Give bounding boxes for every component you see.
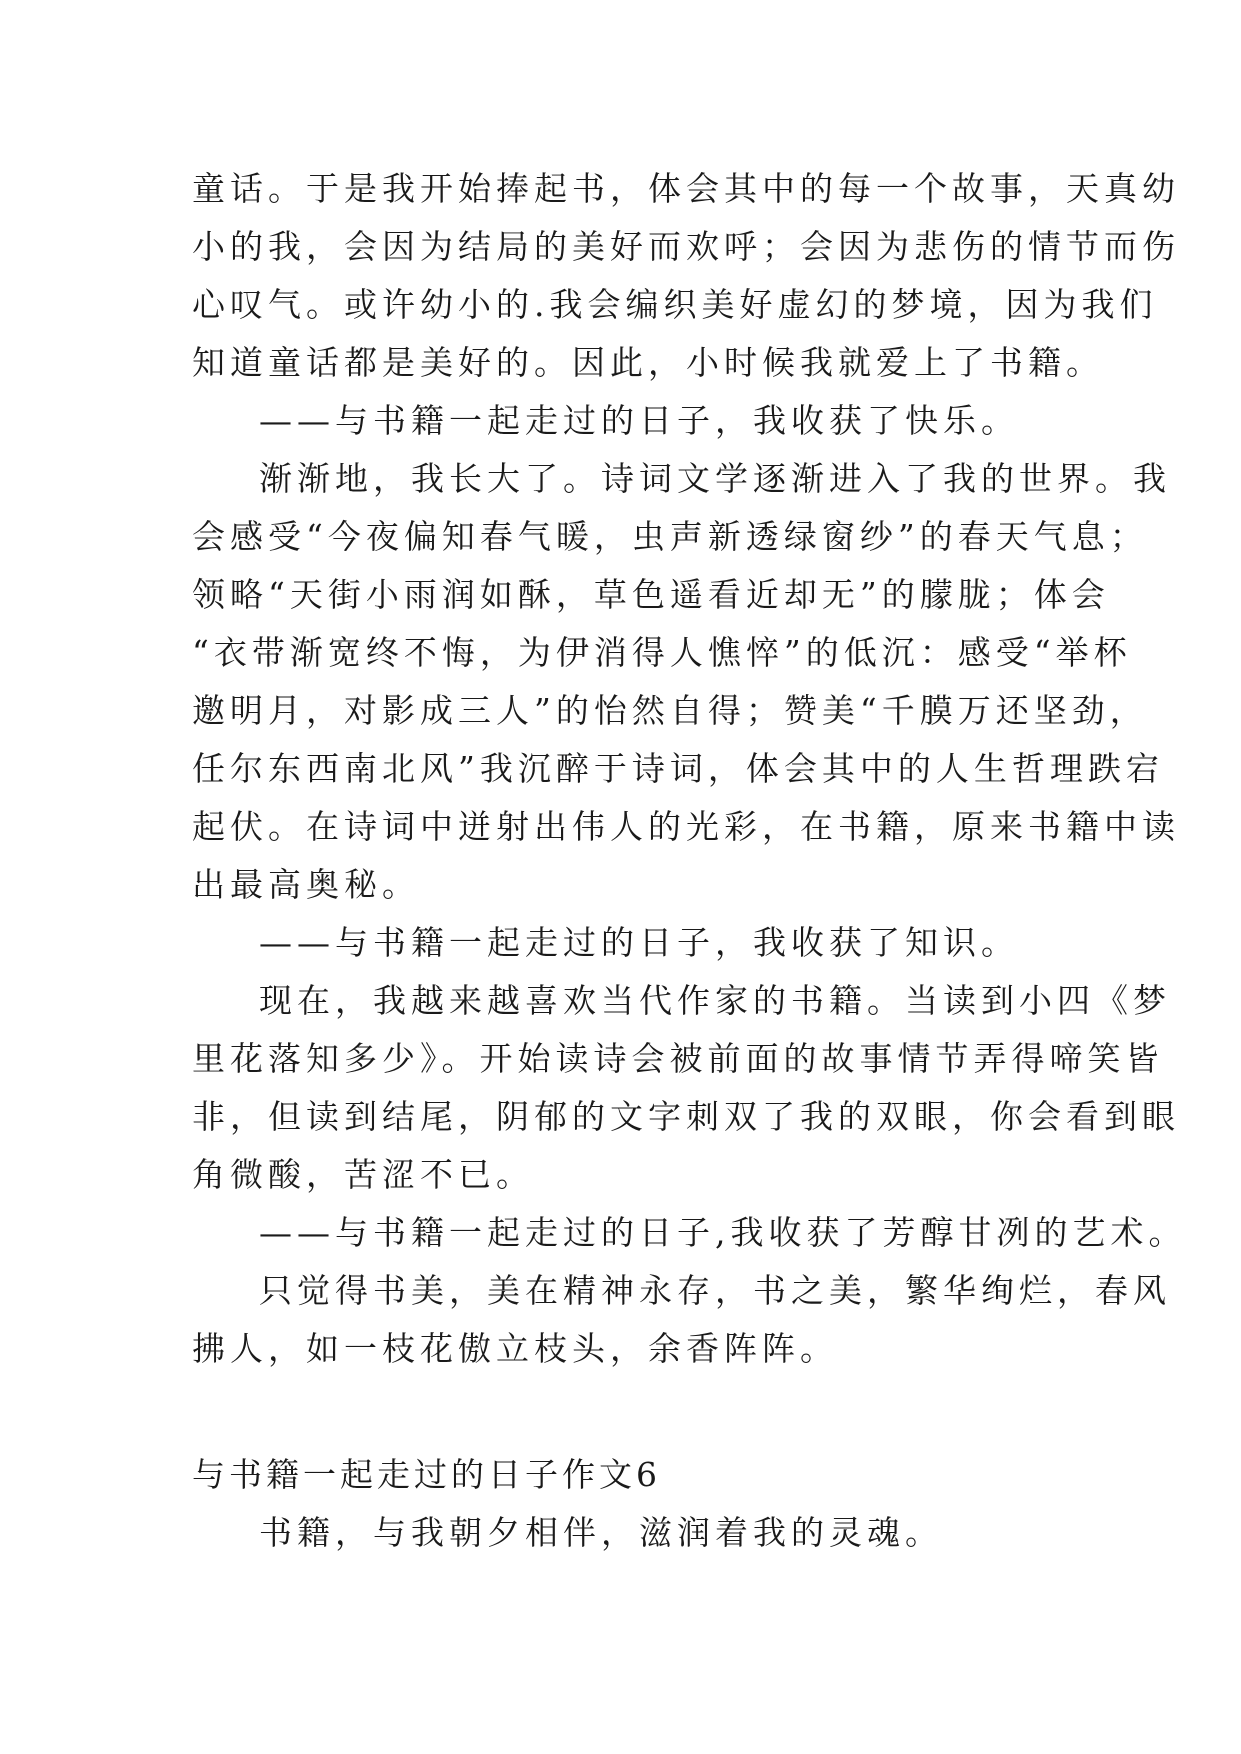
paragraph: [192, 1204, 1187, 1262]
document-body-continued: [192, 1504, 1052, 1562]
paragraph: [192, 160, 1180, 392]
paragraph: [192, 1262, 1171, 1378]
text-line: 非，但读到结尾，阴郁的文字刺双了我的双眼，你会看到眼: [192, 1097, 1180, 1136]
text-line: 任尔东西南北风”我沉醉于诗词，体会其中的人生哲理跌宕: [192, 749, 1164, 788]
paragraph: [192, 972, 1180, 1204]
text-line: 出最高奥秘。: [192, 865, 420, 904]
section-heading: 与书籍一起走过的日子作文6: [192, 1455, 661, 1494]
text-line: ——与书籍一起走过的日子,我收获了芳醇甘冽的艺术。: [259, 1213, 1187, 1252]
paragraph: [192, 392, 1052, 450]
paragraph: [192, 1504, 1052, 1562]
text-line: 现在，我越来越喜欢当代作家的书籍。当读到小四《梦: [259, 981, 1171, 1020]
paragraph: [192, 450, 1180, 914]
text-line: 小的我，会因为结局的美好而欢呼；会因为悲伤的情节而伤: [192, 227, 1180, 266]
text-line: “衣带渐宽终不悔，为伊消得人憔悴”的低沉：感受“举杯: [192, 633, 1132, 672]
text-line: 只觉得书美，美在精神永存，书之美，繁华绚烂，春风: [259, 1271, 1171, 1310]
text-line: 起伏。在诗词中迸射出伟人的光彩，在书籍，原来书籍中读: [192, 807, 1180, 846]
text-line: ——与书籍一起走过的日子，我收获了快乐。: [259, 401, 1019, 440]
document-body: [192, 160, 1187, 1378]
text-line: 心叹气。或许幼小的.我会编织美好虚幻的梦境，因为我们: [192, 285, 1158, 324]
text-line: 知道童话都是美好的。因此，小时候我就爱上了书籍。: [192, 343, 1104, 382]
text-line: 邀明月，对影成三人”的怡然自得；赞美“千膜万还坚劲，: [192, 691, 1148, 730]
text-line: 角微酸，苦涩不已。: [192, 1155, 534, 1194]
text-line: 书籍，与我朝夕相伴，滋润着我的灵魂。: [259, 1513, 943, 1552]
text-line: 会感受“今夜偏知春气暖，虫声新透绿窗纱”的春天气息；: [192, 517, 1148, 556]
text-line: 童话。于是我开始捧起书，体会其中的每一个故事，天真幼: [192, 169, 1180, 208]
text-line: ——与书籍一起走过的日子，我收获了知识。: [259, 923, 1019, 962]
text-line: 领略“天街小雨润如酥，草色遥看近却无”的朦胧；体会: [192, 575, 1110, 614]
paragraph: [192, 914, 1052, 972]
text-line: 里花落知多少》。开始读诗会被前面的故事情节弄得啼笑皆: [192, 1039, 1164, 1078]
text-line: 渐渐地，我长大了。诗词文学逐渐进入了我的世界。我: [259, 459, 1171, 498]
document-page: [192, 160, 1187, 1562]
text-line: 拂人，如一枝花傲立枝头，余香阵阵。: [192, 1329, 838, 1368]
